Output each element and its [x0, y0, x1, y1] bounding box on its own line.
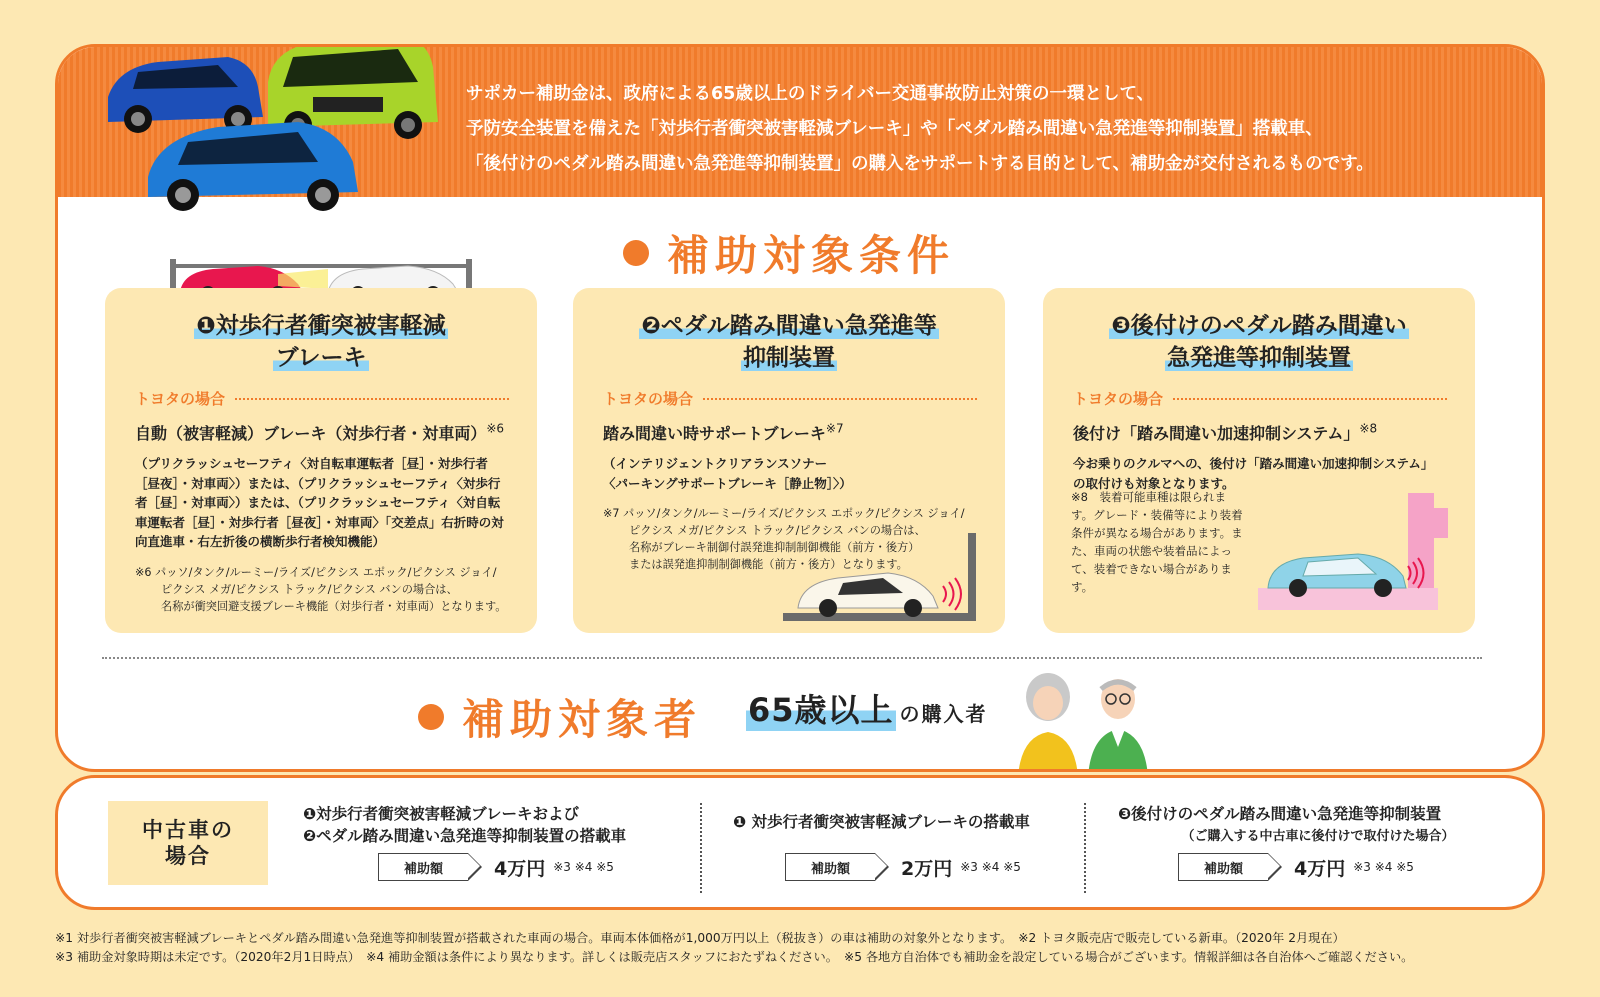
target-suffix: の購入者: [899, 702, 988, 726]
card-1-heading-line-1: ❶対歩行者衝突被害軽減: [196, 313, 446, 339]
used-col-1-notes: ※3 ※4 ※5: [553, 860, 614, 874]
used-col-2-line-1: ❶ 対歩行者衝突被害軽減ブレーキの搭載車: [733, 813, 1030, 831]
intro-line-1: サポカー補助金は、政府による65歳以上のドライバー交通事故防止対策の一環として、: [466, 84, 1155, 104]
used-car-label-line-1: 中古車の: [142, 818, 234, 842]
card-1-heading-line-2: ブレーキ: [275, 345, 367, 371]
bullet-dot-icon: [623, 240, 649, 266]
card-3-heading-line-2: 急発進等抑制装置: [1167, 345, 1351, 371]
used-col-2-amount: 2万円: [901, 857, 953, 880]
used-car-label: [108, 801, 268, 885]
card-1-heading: [105, 310, 537, 374]
retrofit-illustration: [1258, 488, 1458, 618]
card-2-detail-line-1: （インテリジェントクリアランスソナー: [603, 456, 828, 471]
card-2-toyota-label: トヨタの場合: [603, 388, 977, 409]
conditions-title-text: 補助対象条件: [667, 231, 956, 280]
card-2-note-line-4: または誤発進抑制制御機能（前方・後方）となります。: [629, 558, 908, 571]
card-2-heading: [573, 310, 1005, 374]
section-divider: [102, 657, 1482, 659]
blue-hatchback-image: [108, 57, 263, 133]
used-col-3: [1118, 803, 1518, 844]
condition-card-3: [1043, 288, 1475, 633]
card-3-note: ※8 装着可能車種は限られます。グレード・装備等により装着条件が異なる場合があります。また、車両の状態や装着品によって、装着できない場合があります。: [1071, 490, 1243, 594]
card-1-note: [135, 564, 513, 615]
condition-card-2: [573, 288, 1005, 633]
card-3-feature-note: ※8: [1359, 421, 1378, 436]
card-3-feature: [1073, 421, 1447, 444]
card-2-detail-line-2: 〈パーキングサポートブレーキ［静止物］〉）: [603, 475, 852, 491]
used-col-1-line-1: ❶対歩行者衝突被害軽減ブレーキおよび: [303, 805, 580, 823]
card-1-feature-text: 自動（被害軽減）ブレーキ（対歩行者・対車両）: [135, 424, 487, 443]
used-car-label-line-2: 場合: [165, 844, 211, 868]
column-divider: [700, 803, 702, 893]
intro-line-3: 「後付けのペダル踏み間違い急発進等抑制装置」の購入をサポートする目的として、補助金が交付されるものです。: [466, 154, 1374, 174]
card-1-note-line-2: ピクシス メガ/ピクシス トラック/ピクシス バンの場合は、: [161, 582, 458, 596]
used-col-3-amount: 4万円: [1294, 857, 1346, 880]
card-2-feature: [603, 421, 977, 444]
card-2-heading-line-2: 抑制装置: [743, 345, 835, 371]
card-1-feature: [135, 421, 509, 444]
conditions-title: [623, 223, 955, 283]
card-1-note-line-1: ※6 パッソ/タンク/ルーミー/ライズ/ピクシス エポック/ピクシス ジョイ/: [135, 565, 497, 579]
card-1-note-line-3: 名称が衝突回避支援ブレーキ機能（対歩行者・対車両）となります。: [161, 599, 507, 613]
target-description: [746, 685, 988, 731]
subsidy-amount-tag: 補助額: [785, 853, 875, 881]
card-2-note-line-2: ピクシス メガ/ピクシス トラック/ピクシス バンの場合は、: [629, 524, 926, 537]
card-3-heading-line-1: ❸後付けのペダル踏み間違い: [1111, 313, 1407, 339]
used-col-3-notes: ※3 ※4 ※5: [1353, 860, 1414, 874]
card-3-detail-line-1: 今お乗りのクルマへの、後付け「踏み間違い加速抑制システム」: [1073, 456, 1434, 471]
footnote-line-2: ※3 補助金対象時期は未定です。（2020年2月1日時点） ※4 補助金額は条件により異なります。詳しくは販売店スタッフにおたずねください。 ※5 各地方自治体でも補助金を設定している場合がございます。情報詳細は各自治体へご確認ください。: [55, 950, 1414, 964]
card-3-feature-text: 後付け「踏み間違い加速抑制システム」: [1073, 424, 1360, 443]
used-col-3-line-2: （ご購入する中古車に後付けで取付けた場合）: [1181, 829, 1455, 844]
card-2-feature-text: 踏み間違い時サポートブレーキ: [603, 424, 826, 443]
card-1-toyota-label: トヨタの場合: [135, 388, 509, 409]
used-car-box: [55, 775, 1545, 910]
card-2-note-line-3: 名称がブレーキ制御付誤発進抑制制御機能（前方・後方）: [629, 541, 920, 554]
used-col-1-amount: 4万円: [494, 857, 546, 880]
condition-card-1: [105, 288, 537, 633]
card-2-note-line-1: ※7 パッソ/タンク/ルーミー/ライズ/ピクシス エポック/ピクシス ジョイ/: [603, 507, 965, 520]
subsidy-amount-tag: 補助額: [378, 853, 468, 881]
used-col-1: [303, 803, 693, 847]
senior-couple-illustration: [1013, 667, 1163, 772]
card-3-toyota-label: トヨタの場合: [1073, 388, 1447, 409]
used-col-2-notes: ※3 ※4 ※5: [960, 860, 1021, 874]
footnote-line-1: ※1 対歩行者衝突被害軽減ブレーキとペダル踏み間違い急発進等抑制装置が搭載された車両の場合。車両本体価格が1,000万円以上（税抜き）の車は補助の対象外となります。 ※2 トヨタ販売店で販売している新車。（2020年 2月現在）: [55, 931, 1345, 945]
card-2-feature-note: ※7: [825, 421, 844, 436]
subsidy-amount-tag: 補助額: [1178, 853, 1268, 881]
card-3-heading: [1043, 310, 1475, 374]
blue-sedan-image: [148, 122, 358, 211]
card-3-detail-line-2: の取付けも対象となります。: [1073, 475, 1235, 491]
target-age: 65歳以上: [746, 685, 896, 731]
intro-text: [466, 77, 1526, 182]
target-title-text: 補助対象者: [462, 695, 703, 744]
footnotes: [55, 929, 1555, 967]
used-col-3-amount-row: [1178, 853, 1414, 881]
car-photos: [78, 44, 458, 217]
card-1-detail: （プリクラッシュセーフティ〈対自転車運転者［昼］・対歩行者［昼夜］・対車両〉）または、（プリクラッシュセーフティ〈対歩行者［昼］・対車両〉）または、（プリクラッシュセーフティ〈対自転車運転者［昼］・対歩行者［昼夜］・対車両〉「交差点」右折時の対向直進車・右左折後の横断歩行者検知機能）: [135, 456, 504, 549]
used-col-2: [733, 811, 1093, 833]
column-divider: [1084, 803, 1086, 893]
used-col-1-amount-row: [378, 853, 614, 881]
used-col-3-line-1: ❸後付けのペダル踏み間違い急発進等抑制装置: [1118, 805, 1442, 823]
bullet-dot-icon: [418, 704, 444, 730]
card-2-detail: [603, 454, 977, 493]
main-panel: [55, 44, 1545, 772]
card-2-heading-line-1: ❷ペダル踏み間違い急発進等: [641, 313, 937, 339]
parking-sonar-illustration: [783, 528, 983, 623]
used-col-1-line-2: ❷ペダル踏み間違い急発進等抑制装置の搭載車: [303, 827, 627, 845]
used-col-2-amount-row: [785, 853, 1021, 881]
target-title: [418, 687, 702, 747]
intro-line-2: 予防安全装置を備えた「対歩行者衝突被害軽減ブレーキ」や「ペダル踏み間違い急発進等抑制装置」搭載車、: [466, 119, 1323, 139]
card-1-feature-note: ※6: [486, 421, 505, 436]
